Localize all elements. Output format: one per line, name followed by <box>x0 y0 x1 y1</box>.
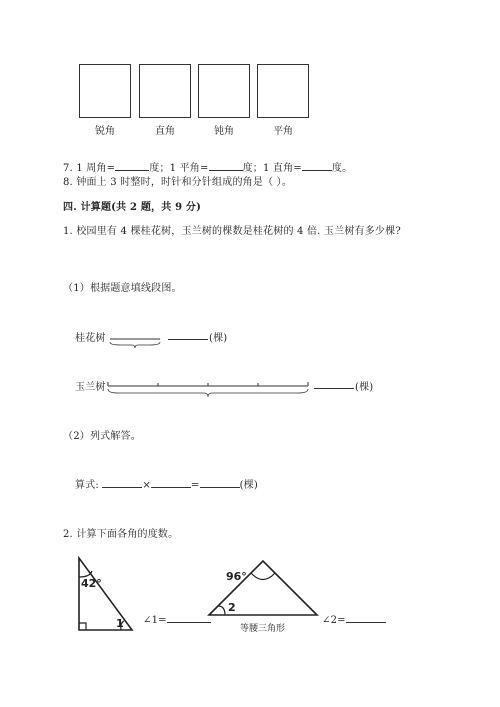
q7-part1: 7. 1 周角= <box>63 163 116 174</box>
angle-box-1 <box>79 64 131 118</box>
q7-part3: 度；1 直角= <box>242 163 302 174</box>
q7-part4: 度。 <box>331 163 353 174</box>
formula-blank-3[interactable] <box>200 477 240 488</box>
formula-unit: (棵) <box>239 480 258 491</box>
row1-answer-blank[interactable] <box>168 329 208 340</box>
angle-label-straight: 平角 <box>273 126 293 137</box>
row2-answer-blank[interactable] <box>314 378 354 389</box>
tri2-answer-blank[interactable] <box>346 612 386 623</box>
angle-label-obtuse: 钝角 <box>214 126 234 137</box>
problem-2-question: 2. 计算下面各角的度数。 <box>63 529 179 540</box>
tri1-mark: 1 <box>116 617 124 630</box>
formula-label: 算式: <box>75 480 99 491</box>
row1-unit: (棵) <box>209 333 228 344</box>
tri1-answer <box>143 612 211 626</box>
row2-label: 玉兰树 <box>75 382 106 393</box>
formula-blank-1[interactable] <box>102 477 142 488</box>
angle-box-2 <box>139 64 191 118</box>
tri2-mark: 2 <box>228 601 236 614</box>
times-sign: × <box>142 480 151 491</box>
section-4-title: 四. 计算题(共 2 题，共 9 分) <box>63 202 202 213</box>
tri2-caption: 等腰三角形 <box>240 624 286 634</box>
q7-part2: 度；1 平角= <box>149 163 209 174</box>
formula-line <box>75 476 258 491</box>
right-triangle <box>74 555 136 635</box>
row2-unit: (棵) <box>355 382 374 393</box>
angle-label-right: 直角 <box>155 126 175 137</box>
tri1-angle-label: 42° <box>81 577 102 590</box>
formula-blank-2[interactable] <box>151 477 191 488</box>
row1-segment <box>108 334 164 354</box>
row1-label: 桂花树 <box>75 333 106 344</box>
isosceles-triangle <box>205 558 321 618</box>
angle-box-4 <box>257 64 309 118</box>
tri2-answer-label: ∠2= <box>322 615 346 626</box>
tri2-angle-label: 96° <box>226 570 247 583</box>
q7-blank-2[interactable] <box>209 160 243 171</box>
tri2-answer <box>322 612 386 626</box>
angle-label-acute: 锐角 <box>95 126 115 137</box>
problem-1-step1: （1）根据题意填线段图。 <box>63 283 182 294</box>
question-8: 8. 钟面上 3 时整时，时针和分针组成的角是（ ）。 <box>63 177 293 188</box>
row2-segment <box>106 380 312 402</box>
q7-blank-3[interactable] <box>302 160 332 171</box>
q7-blank-1[interactable] <box>115 160 149 171</box>
equals-sign: = <box>190 480 200 491</box>
tri1-answer-label: ∠1= <box>143 615 167 626</box>
angle-box-3 <box>198 64 250 118</box>
question-7 <box>63 159 352 174</box>
problem-1-question: 1. 校园里有 4 棵桂花树，玉兰树的棵数是桂花树的 4 倍. 玉兰树有多少棵? <box>63 226 401 237</box>
problem-1-step2: （2）列式解答。 <box>63 431 141 442</box>
